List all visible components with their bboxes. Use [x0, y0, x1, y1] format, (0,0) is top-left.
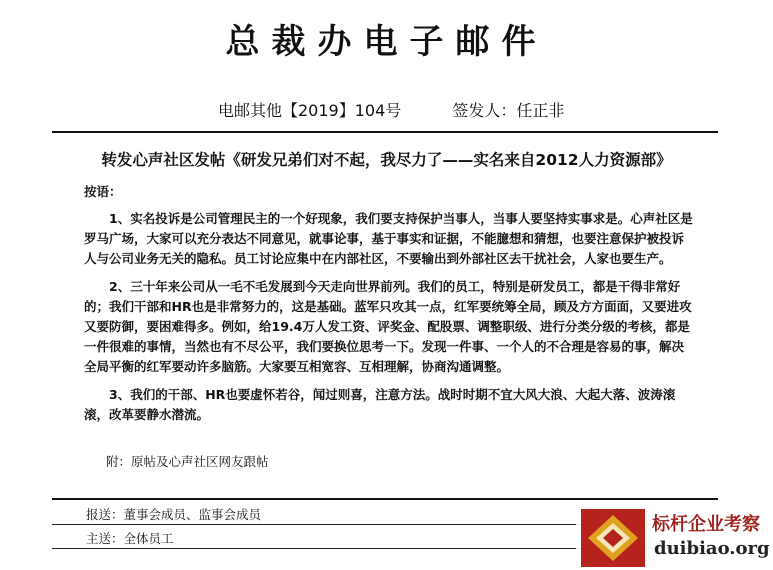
issuer: 签发人：任正非: [452, 101, 565, 120]
document-number: 电邮其他【2019】104号: [218, 101, 402, 120]
body-paragraph-2: 2、三十年来公司从一毛不毛发展到今天走向世界前列。我们的员工，特别是研发员工，都是干得非常好的；我们干部和HR也是非常努力的，这是基础。蓝军只攻其一点，红军要统筹全局，顾及方方面面，又要进攻又要防御，要困难得多。例如，给19.4万人发工资、评奖金、配股票、调整职级、进行分类分级的考核，都是一件很难的事情，当然也有不尽公平，我们要换位思考一下。发现一件事、一个人的不合理是容易的事，解决全局平衡的红军要动许多脑筋。大家要互相宽容、互相理解，协商沟通调整。: [84, 279, 692, 374]
header-divider: [52, 131, 718, 133]
main-to: 主送：全体员工: [86, 531, 174, 546]
attachment-note: 附：原帖及心声社区网友跟帖: [106, 454, 269, 469]
distribution-divider-top: [52, 498, 718, 500]
watermark-name: 标杆企业考察: [652, 514, 760, 535]
note-label: 按语：: [84, 184, 122, 199]
document-meta: [218, 98, 564, 121]
benchmark-logo-icon: [580, 508, 646, 568]
email-subject: 转发心声社区发帖《研发兄弟们对不起，我尽力了——实名来自2012人力资源部》: [101, 151, 672, 169]
email-body: [84, 182, 696, 433]
body-paragraph-1: 1、实名投诉是公司管理民主的一个好现象，我们要支持保护当事人，当事人要坚持实事求是。心声社区是罗马广场，大家可以充分表达不同意见，就事论事，基于事实和证据，不能臆想和猜想，也要注意保护被投诉人与公司业务无关的隐私。员工讨论应集中在内部社区，不要输出到外部社区去干扰社会，人家也要生产。: [84, 211, 693, 266]
document-title: 总裁办电子邮件: [225, 22, 548, 62]
body-paragraph-3: 3、我们的干部、HR也要虚怀若谷，闻过则喜，注意方法。战时时期不宜大风大浪、大起大落、波涛滚滚，改革要静水潜流。: [84, 387, 676, 422]
watermark: [576, 504, 773, 570]
watermark-url: duibiao.org: [654, 538, 770, 559]
report-to: 报送：董事会成员、监事会成员: [86, 507, 262, 522]
